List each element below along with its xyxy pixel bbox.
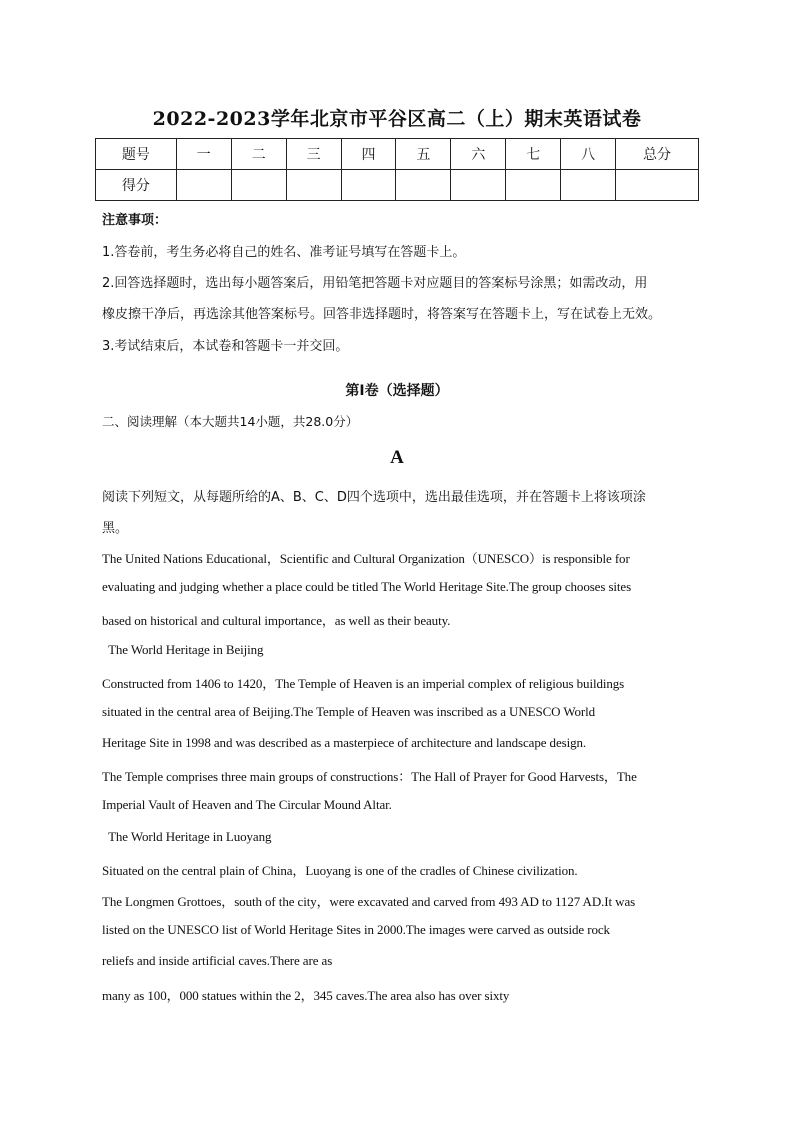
passage-line: Constructed from 1406 to 1420，The Temple of Heaven is an imperial complex of religious buildings	[102, 676, 625, 691]
passage-line: Imperial Vault of Heaven and The Circular Mound Altar.	[102, 797, 392, 812]
score-header-cell: 七	[506, 139, 561, 170]
passage-line: many as 100，000 statues within the 2，345 caves.The area also has over sixty	[102, 988, 510, 1003]
instruction-line: 阅读下列短文，从每题所给的A、B、C、D四个选项中，选出最佳选项，并在答题卡上将该项涂	[102, 490, 646, 505]
passage-line: The United Nations Educational，Scientific and Cultural Organization（UNESCO）is responsible for	[102, 551, 630, 566]
passage-line: Situated on the central plain of China，Luoyang is one of the cradles of Chinese civilization.	[102, 863, 578, 878]
score-header-cell: 八	[561, 139, 616, 170]
score-cell	[176, 170, 231, 201]
score-table	[95, 138, 699, 201]
score-header-cell: 五	[396, 139, 451, 170]
score-cell	[561, 170, 616, 201]
exam-title: 2022-2023学年北京市平谷区高二（上）期末英语试卷	[152, 108, 642, 130]
score-header-cell: 总分	[616, 139, 699, 170]
passage-line: Heritage Site in 1998 and was described as a masterpiece of architecture and landscape design.	[102, 735, 587, 750]
instruction-line: 黑。	[102, 521, 129, 536]
notice-item: 1.答卷前，考生务必将自己的姓名、准考证号填写在答题卡上。	[102, 245, 466, 260]
passage-line: situated in the central area of Beijing.The Temple of Heaven was inscribed as a UNESCO World	[102, 704, 596, 719]
score-header-cell: 六	[451, 139, 506, 170]
score-header-cell: 四	[341, 139, 396, 170]
notice-item: 橡皮擦干净后，再选涂其他答案标号。回答非选择题时，将答案写在答题卡上，写在试卷上无效。	[102, 307, 662, 322]
passage-line: The Temple comprises three main groups of constructions：The Hall of Prayer for Good Harvests，The	[102, 769, 637, 784]
score-header-cell: 一	[176, 139, 231, 170]
passage-letter: A	[390, 447, 404, 468]
passage-line: The Longmen Grottoes，south of the city，were excavated and carved from 493 AD to 1127 AD.It was	[102, 894, 636, 909]
score-cell	[396, 170, 451, 201]
score-table-score-row	[96, 170, 699, 201]
passage-line: reliefs and inside artificial caves.There are as	[102, 953, 333, 968]
score-cell	[451, 170, 506, 201]
notice-item: 3.考试结束后，本试卷和答题卡一并交回。	[102, 339, 349, 354]
notice-item: 2.回答选择题时，选出每小题答案后，用铅笔把答题卡对应题目的答案标号涂黑；如需改动，用	[102, 276, 648, 291]
score-cell	[286, 170, 341, 201]
passage-line: listed on the UNESCO list of World Heritage Sites in 2000.The images were carved as outside rock	[102, 922, 610, 937]
passage-subheading: The World Heritage in Luoyang	[102, 829, 272, 844]
score-table-header-row	[96, 139, 699, 170]
notice-heading: 注意事项：	[102, 213, 168, 228]
score-header-cell: 题号	[96, 139, 177, 170]
score-header-cell: 三	[286, 139, 341, 170]
score-header-cell: 二	[231, 139, 286, 170]
volume-heading: 第I卷（选择题）	[345, 383, 449, 399]
score-cell	[341, 170, 396, 201]
part-heading: 二、阅读理解（本大题共14小题，共28.0分）	[102, 414, 359, 429]
passage-line: based on historical and cultural importance，as well as their beauty.	[102, 613, 451, 628]
score-cell	[616, 170, 699, 201]
passage-line: evaluating and judging whether a place could be titled The World Heritage Site.The group chooses sites	[102, 579, 632, 594]
score-cell	[231, 170, 286, 201]
score-cell	[506, 170, 561, 201]
score-row-label: 得分	[96, 170, 177, 201]
passage-subheading: The World Heritage in Beijing	[102, 642, 264, 657]
